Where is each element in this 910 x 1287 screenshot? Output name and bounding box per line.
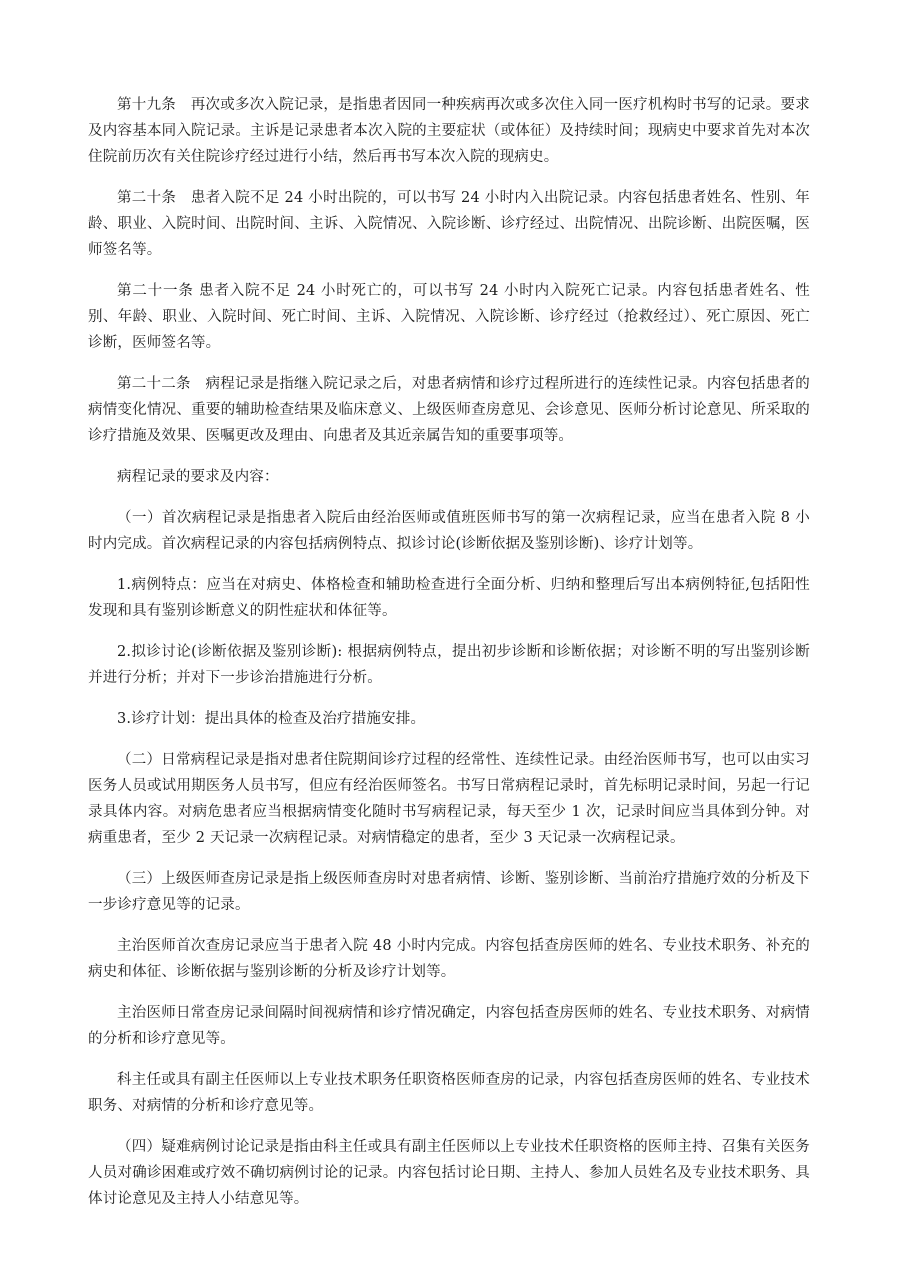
paragraph-treatment-plan: 3.诊疗计划：提出具体的检查及治疗措施安排。 [117,711,426,727]
paragraph-senior-rounds: （三）上级医师查房记录是指上级医师查房时对患者病情、诊断、鉴别诊断、当前治疗措施疗效的分析及下一步诊疗意见等的记录。 [88,871,810,913]
paragraph-article-22: 第二十二条 病程记录是指继入院记录之后，对患者病情和诊疗过程所进行的连续性记录。内容包括患者的病情变化情况、重要的辅助检查结果及临床意义、上级医师查房意见、会诊意见、医师分析讨论意见、所采取的诊疗措施及效果、医嘱更改及理由、向患者及其近亲属告知的重要事项等。 [88,376,810,444]
paragraph-article-21: 第二十一条 患者入院不足 24 小时死亡的，可以书写 24 小时内入院死亡记录。内容包括患者姓名、性别、年龄、职业、入院时间、死亡时间、主诉、入院情况、入院诊断、诊疗经过（抢救经过）、死亡原因、死亡诊断，医师签名等。 [88,283,810,351]
paragraph-article-19: 第十九条 再次或多次入院记录，是指患者因同一种疾病再次或多次住入同一医疗机构时书写的记录。要求及内容基本同入院记录。主诉是记录患者本次入院的主要症状（或体征）及持续时间；现病史中要求首先对本次住院前历次有关住院诊疗经过进行小结，然后再书写本次入院的现病史。 [88,97,810,165]
paragraph-case-features: 1.病例特点：应当在对病史、体格检查和辅助检查进行全面分析、归纳和整理后写出本病例特征,包括阳性发现和具有鉴别诊断意义的阴性症状和体征等。 [88,577,810,619]
paragraph-difficult-case-discussion: （四）疑难病例讨论记录是指由科主任或具有副主任医师以上专业技术任职资格的医师主持、召集有关医务人员对确诊困难或疗效不确切病例讨论的记录。内容包括讨论日期、主持人、参加人员姓名及专业技术职务、具体讨论意见及主持人小结意见等。 [88,1139,810,1207]
paragraph-director-rounds: 科主任或具有副主任医师以上专业技术职务任职资格医师查房的记录，内容包括查房医师的姓名、专业技术职务、对病情的分析和诊疗意见等。 [88,1072,810,1114]
paragraph-article-20: 第二十条 患者入院不足 24 小时出院的，可以书写 24 小时内入出院记录。内容包括患者姓名、性别、年龄、职业、入院时间、出院时间、主诉、入院情况、入院诊断、诊疗经过、出院情况、出院诊断、出院医嘱，医师签名等。 [88,190,810,258]
paragraph-first-progress-note: （一）首次病程记录是指患者入院后由经治医师或值班医师书写的第一次病程记录，应当在患者入院 8 小时内完成。首次病程记录的内容包括病例特点、拟诊讨论(诊断依据及鉴别诊断)、诊疗计划等。 [88,510,810,552]
paragraph-attending-daily-rounds: 主治医师日常查房记录间隔时间视病情和诊疗情况确定，内容包括查房医师的姓名、专业技术职务、对病情的分析和诊疗意见等。 [88,1005,810,1047]
paragraph-diagnostic-discussion: 2.拟诊讨论(诊断依据及鉴别诊断): 根据病例特点，提出初步诊断和诊断依据；对诊断不明的写出鉴别诊断并进行分析；并对下一步诊治措施进行分析。 [88,644,810,686]
paragraph-attending-first-rounds: 主治医师首次查房记录应当于患者入院 48 小时内完成。内容包括查房医师的姓名、专业技术职务、补充的病史和体征、诊断依据与鉴别诊断的分析及诊疗计划等。 [88,938,810,980]
paragraph-daily-progress-note: （二）日常病程记录是指对患者住院期间诊疗过程的经常性、连续性记录。由经治医师书写，也可以由实习医务人员或试用期医务人员书写，但应有经治医师签名。书写日常病程记录时，首先标明记录时间，另起一行记录具体内容。对病危患者应当根据病情变化随时书写病程记录，每天至少 1 次，记录时间应当具体到分钟。对病重患者，至少 2 天记录一次病程记录。对病情稳定的患者，至少 3 天记录一次病程记录。 [88,752,810,846]
paragraph-progress-note-heading: 病程记录的要求及内容： [117,469,279,485]
